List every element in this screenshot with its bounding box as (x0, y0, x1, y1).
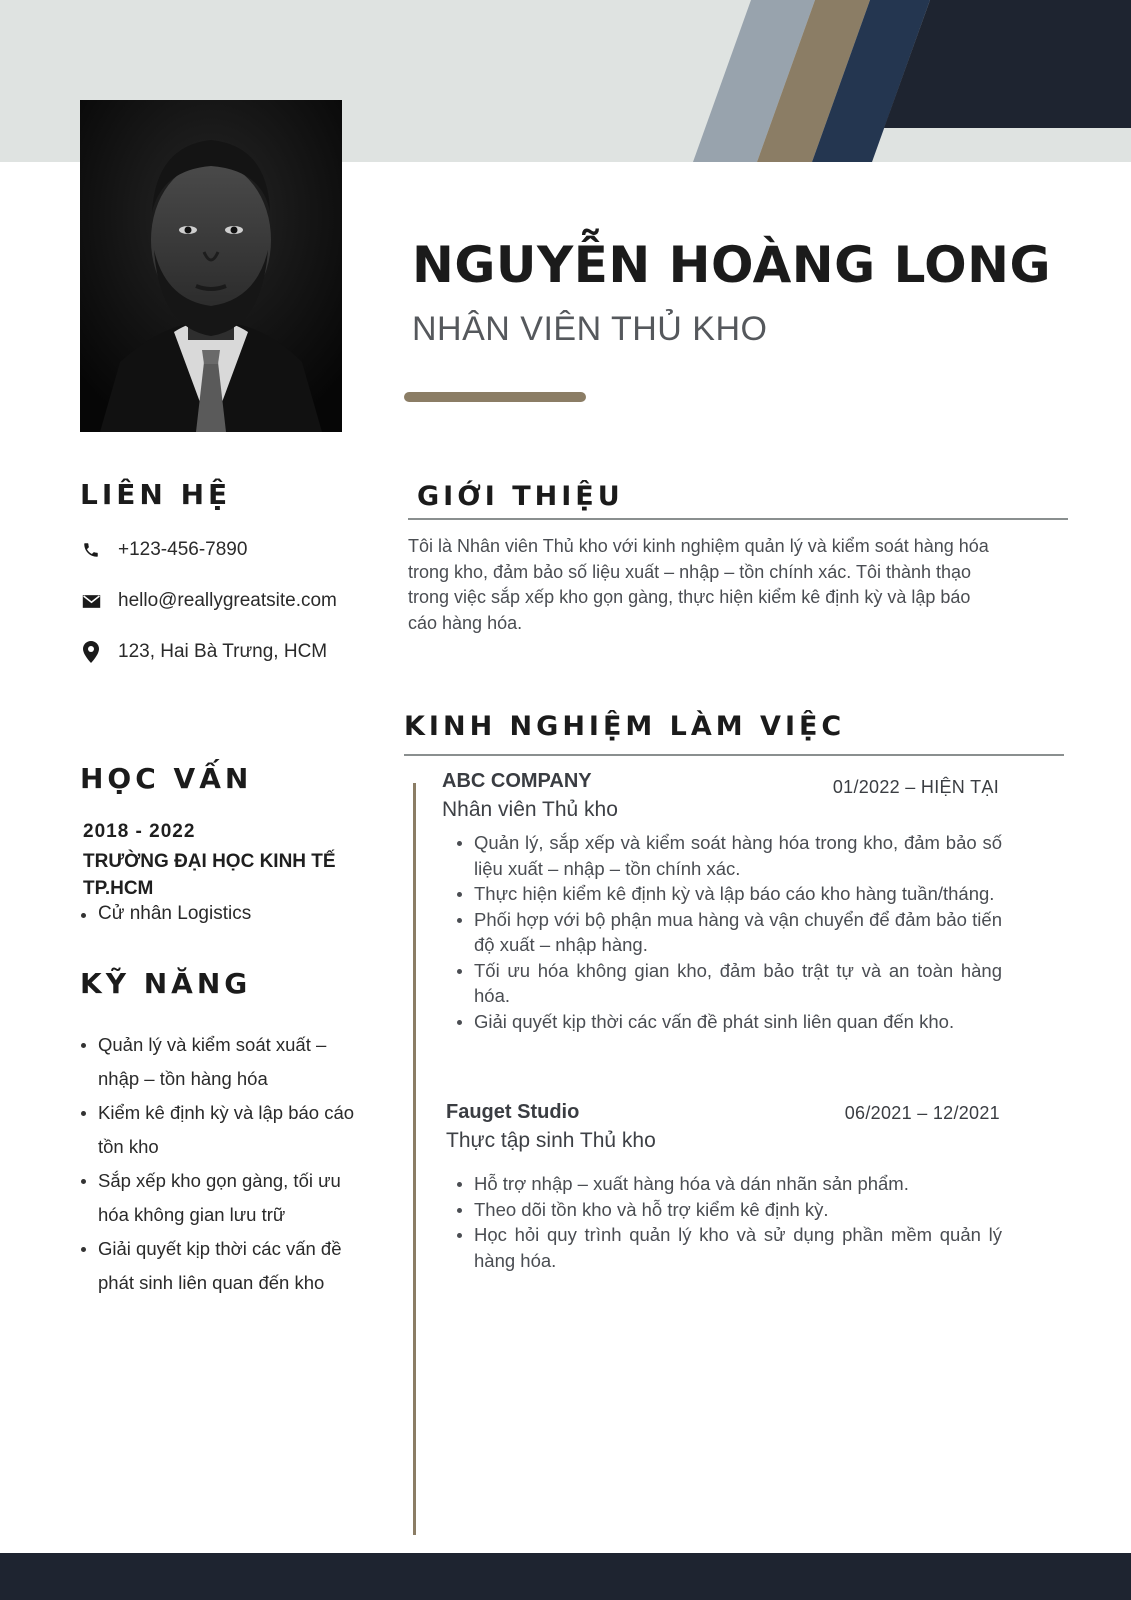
phone-icon (80, 539, 102, 561)
skill-item: Sắp xếp kho gọn gàng, tối ưu hóa không gian lưu trữ (98, 1164, 363, 1232)
duty-item: Thực hiện kiểm kê định kỳ và lập báo cáo kho hàng tuần/tháng. (474, 881, 1002, 907)
contact-address (80, 641, 327, 663)
contact-phone (80, 539, 247, 561)
accent-bar (404, 392, 586, 402)
job-duties (474, 1171, 1002, 1273)
address-text: 123, Hai Bà Trưng, HCM (118, 641, 328, 662)
job-dates: 06/2021 – 12/2021 (844, 1103, 1000, 1123)
job-dates: 01/2022 – HIỆN TẠI (832, 777, 999, 797)
education-school: TRƯỜNG ĐẠI HỌC KINH TẾ TP.HCM (83, 851, 336, 899)
intro-rule (408, 518, 1068, 520)
footer-band (0, 1553, 1131, 1600)
email-address[interactable]: hello@reallygreatsite.com (118, 590, 337, 611)
education-list (98, 903, 358, 925)
job-duties (474, 830, 1002, 1034)
intro-heading: GIỚI THIỆU (417, 481, 624, 512)
experience-timeline (413, 783, 416, 1535)
location-pin-icon (80, 641, 102, 663)
skills-list (98, 1028, 363, 1300)
skill-item: Giải quyết kịp thời các vấn đề phát sinh liên quan đến kho (98, 1232, 363, 1300)
duty-item: Quản lý, sắp xếp và kiểm soát hàng hóa trong kho, đảm bảo số liệu xuất – nhập – tồn chính xác. (474, 830, 1002, 881)
skill-item: Kiểm kê định kỳ và lập báo cáo tồn kho (98, 1096, 363, 1164)
job-title: NHÂN VIÊN THỦ KHO (412, 310, 768, 348)
duty-item: Phối hợp với bộ phận mua hàng và vận chuyển để đảm bảo tiến độ xuất – nhập hàng. (474, 907, 1002, 958)
phone-number[interactable]: +123-456-7890 (118, 539, 248, 560)
job-position: Thực tập sinh Thủ kho (446, 1129, 656, 1152)
job-company: Fauget Studio (446, 1101, 580, 1123)
portrait-image (80, 100, 342, 432)
experience-rule (404, 754, 1064, 756)
profile-photo (80, 100, 342, 432)
education-degree: Cử nhân Logistics (98, 903, 358, 925)
intro-text: Tôi là Nhân viên Thủ kho với kinh nghiệm quản lý và kiểm soát hàng hóa trong kho, đảm bảo số liệu xuất – nhập – tồn chính xác. Tôi thành thạo trong việc sắp xếp kho gọn gàng, thực hiện kiểm kê định kỳ và lập báo cáo hàng hóa. (408, 536, 989, 633)
contact-email (80, 590, 337, 612)
duty-item: Học hỏi quy trình quản lý kho và sử dụng phần mềm quản lý hàng hóa. (474, 1222, 1002, 1273)
duty-item: Hỗ trợ nhập – xuất hàng hóa và dán nhãn sản phẩm. (474, 1171, 1002, 1197)
skill-item: Quản lý và kiểm soát xuất – nhập – tồn hàng hóa (98, 1028, 363, 1096)
job-company: ABC COMPANY (442, 770, 592, 792)
duty-item: Tối ưu hóa không gian kho, đảm bảo trật tự và an toàn hàng hóa. (474, 958, 1002, 1009)
experience-heading: KINH NGHIỆM LÀM VIỆC (404, 711, 846, 742)
duty-item: Theo dõi tồn kho và hỗ trợ kiểm kê định kỳ. (474, 1197, 1002, 1223)
duty-item: Giải quyết kịp thời các vấn đề phát sinh liên quan đến kho. (474, 1009, 1002, 1035)
contact-heading: LIÊN HỆ (80, 478, 232, 511)
job-position: Nhân viên Thủ kho (442, 798, 618, 821)
education-heading: HỌC VẤN (80, 762, 253, 795)
candidate-name: NGUYỄN HOÀNG LONG (412, 236, 1052, 294)
mail-icon (80, 590, 102, 612)
education-years: 2018 - 2022 (83, 821, 196, 842)
skills-heading: KỸ NĂNG (80, 967, 252, 1000)
